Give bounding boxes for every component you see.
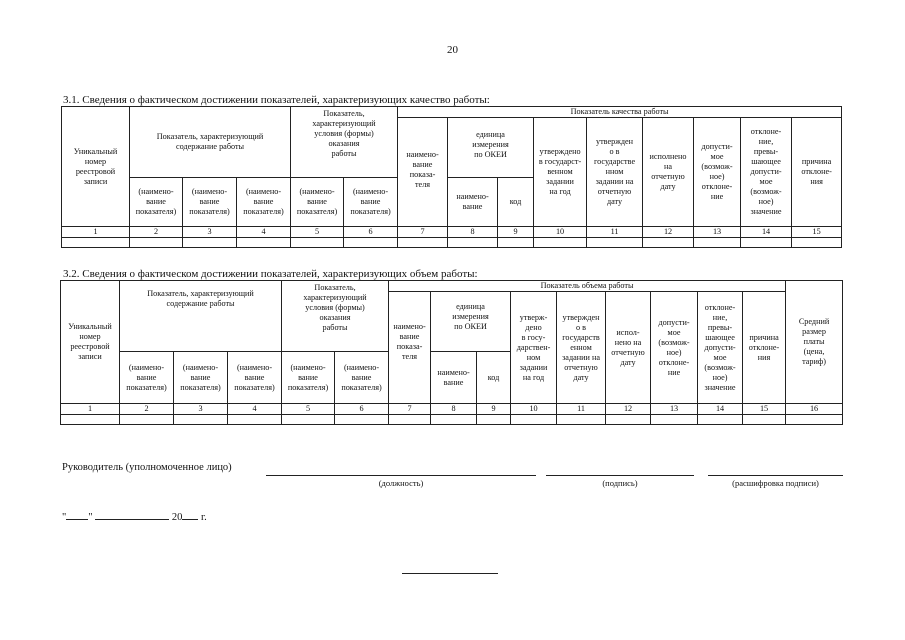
decoding-caption: (расшифровка подписи) (732, 478, 819, 488)
year-prefix: 20 (171, 512, 183, 523)
table-cell[interactable] (183, 238, 237, 248)
column-number: 16 (786, 404, 843, 415)
column-number: 12 (606, 404, 651, 415)
table-cell[interactable] (786, 415, 843, 425)
subheader-unit-name: наимено- вание (431, 352, 477, 404)
table-cell[interactable] (792, 238, 842, 248)
header-excess-deviation: отклоне- ние, превы- шающее допусти- мое (возмож- ное) значение (698, 292, 743, 404)
column-number: 5 (282, 404, 335, 415)
table-cell[interactable] (398, 238, 448, 248)
column-number: 10 (534, 227, 587, 238)
column-number: 13 (651, 404, 698, 415)
column-number: 3 (174, 404, 228, 415)
table-cell[interactable] (698, 415, 743, 425)
footer-separator (402, 573, 498, 574)
table-cell[interactable] (741, 238, 792, 248)
quote-close: " (88, 512, 93, 523)
header-executed: исполнено на отчетную дату (643, 118, 694, 227)
column-number: 8 (448, 227, 498, 238)
table-cell[interactable] (477, 415, 511, 425)
table-cell[interactable] (587, 238, 643, 248)
year-suffix: г. (200, 512, 207, 523)
column-number: 12 (643, 227, 694, 238)
column-number: 11 (557, 404, 606, 415)
quote-open: " (62, 512, 67, 523)
header-quality-group: Показатель качества работы (398, 107, 842, 118)
column-number-row (61, 404, 843, 415)
column-number: 7 (398, 227, 448, 238)
column-number: 5 (291, 227, 344, 238)
header-indicator-name: наимено- вание показа- теля (398, 118, 448, 227)
table-cell[interactable] (606, 415, 651, 425)
table-cell[interactable] (534, 238, 587, 248)
section-title-quality: 3.1. Сведения о фактическом достижении показателей, характеризующих качество работы: (63, 94, 490, 106)
table-cell[interactable] (335, 415, 389, 425)
header-unique-number: Уникальный номер реестровой записи (61, 281, 120, 404)
header-approved-year: утверждено в государст- венном задании на год (534, 118, 587, 227)
subheader-conditions-1: (наимено- вание показателя) (282, 352, 335, 404)
table-cell[interactable] (557, 415, 606, 425)
table-cell[interactable] (389, 415, 431, 425)
column-number: 8 (431, 404, 477, 415)
header-allowed-deviation: допусти- мое (возмож- ное) отклоне- ние (651, 292, 698, 404)
table-cell[interactable] (344, 238, 398, 248)
column-number: 1 (62, 227, 130, 238)
table-row (62, 238, 842, 248)
subheader-content-1: (наимено- вание показателя) (130, 178, 183, 227)
table-cell[interactable] (448, 238, 498, 248)
position-caption: (должность) (378, 478, 424, 488)
subheader-content-3: (наимено- вание показателя) (228, 352, 282, 404)
column-number: 11 (587, 227, 643, 238)
table-cell[interactable] (643, 238, 694, 248)
day-field[interactable] (66, 509, 88, 520)
table-cell[interactable] (130, 238, 183, 248)
quality-table (61, 106, 842, 248)
table-row (61, 415, 843, 425)
header-deviation-reason: причина отклоне- ния (792, 118, 842, 227)
header-okei-unit: единица измерения по ОКЕИ (431, 292, 511, 352)
table-cell[interactable] (431, 415, 477, 425)
subheader-conditions-2: (наимено- вание показателя) (335, 352, 389, 404)
table-cell[interactable] (498, 238, 534, 248)
header-deviation-reason: причина отклоне- ния (743, 292, 786, 404)
signature-label: Руководитель (уполномоченное лицо) (62, 462, 232, 473)
page-number: 20 (447, 44, 458, 56)
column-number: 10 (511, 404, 557, 415)
header-indicator-name: наимено- вание показа- теля (389, 292, 431, 404)
table-cell[interactable] (282, 415, 335, 425)
subheader-unit-name: наимено- вание (448, 178, 498, 227)
subheader-content-1: (наимено- вание показателя) (120, 352, 174, 404)
column-number: 4 (228, 404, 282, 415)
column-number: 1 (61, 404, 120, 415)
header-allowed-deviation: допусти- мое (возмож- ное) отклоне- ние (694, 118, 741, 227)
header-content-indicator: Показатель, характеризующий содержание работы (120, 281, 282, 352)
table-cell[interactable] (174, 415, 228, 425)
header-approved-date: утвержден о в государств енном задании на отчетную дату (557, 292, 606, 404)
subheader-content-3: (наимено- вание показателя) (237, 178, 291, 227)
header-average-fee: Средний размер платы (цена, тариф) (786, 281, 843, 404)
subheader-unit-code: код (498, 178, 534, 227)
year-field[interactable] (182, 509, 198, 520)
table-cell[interactable] (62, 238, 130, 248)
header-volume-group: Показатель объема работы (389, 281, 786, 292)
column-number: 15 (743, 404, 786, 415)
volume-table (60, 280, 843, 425)
column-number: 9 (477, 404, 511, 415)
table-cell[interactable] (651, 415, 698, 425)
table-cell[interactable] (694, 238, 741, 248)
column-number: 6 (335, 404, 389, 415)
section-title-volume: 3.2. Сведения о фактическом достижении показателей, характеризующих объем работы: (63, 268, 478, 280)
header-approved-date: утвержден о в государстве нном задании на отчетную дату (587, 118, 643, 227)
signature-caption: (подпись) (602, 478, 638, 488)
column-number-row (62, 227, 842, 238)
table-cell[interactable] (743, 415, 786, 425)
header-unique-number: Уникальный номер реестровой записи (62, 107, 130, 227)
table-cell[interactable] (511, 415, 557, 425)
subheader-unit-code: код (477, 352, 511, 404)
header-okei-unit: единица измерения по ОКЕИ (448, 118, 534, 178)
signature-line[interactable] (546, 475, 694, 476)
subheader-conditions-1: (наимено- вание показателя) (291, 178, 344, 227)
header-executed: испол- нено на отчетную дату (606, 292, 651, 404)
column-number: 13 (694, 227, 741, 238)
column-number: 2 (120, 404, 174, 415)
month-field[interactable] (95, 509, 169, 520)
table-cell[interactable] (237, 238, 291, 248)
header-approved-year: утверж- дено в госу- дарствен- ном задании на год (511, 292, 557, 404)
column-number: 3 (183, 227, 237, 238)
column-number: 15 (792, 227, 842, 238)
position-line[interactable] (266, 475, 536, 476)
subheader-conditions-2: (наимено- вание показателя) (344, 178, 398, 227)
table-cell[interactable] (61, 415, 120, 425)
subheader-content-2: (наимено- вание показателя) (183, 178, 237, 227)
column-number: 14 (698, 404, 743, 415)
column-number: 9 (498, 227, 534, 238)
column-number: 7 (389, 404, 431, 415)
table-cell[interactable] (228, 415, 282, 425)
column-number: 14 (741, 227, 792, 238)
column-number: 6 (344, 227, 398, 238)
decoding-line[interactable] (708, 475, 843, 476)
column-number: 4 (237, 227, 291, 238)
header-conditions-indicator: Показатель, характеризующий условия (формы) оказания работы (291, 107, 398, 178)
column-number: 2 (130, 227, 183, 238)
header-conditions-indicator: Показатель, характеризующий условия (формы) оказания работы (282, 281, 389, 352)
header-content-indicator: Показатель, характеризующий содержание работы (130, 107, 291, 178)
table-cell[interactable] (120, 415, 174, 425)
table-cell[interactable] (291, 238, 344, 248)
subheader-content-2: (наимено- вание показателя) (174, 352, 228, 404)
header-excess-deviation: отклоне- ние, превы- шающее допусти- мое (возмож- ное) значение (741, 118, 792, 227)
date-line (62, 509, 207, 523)
